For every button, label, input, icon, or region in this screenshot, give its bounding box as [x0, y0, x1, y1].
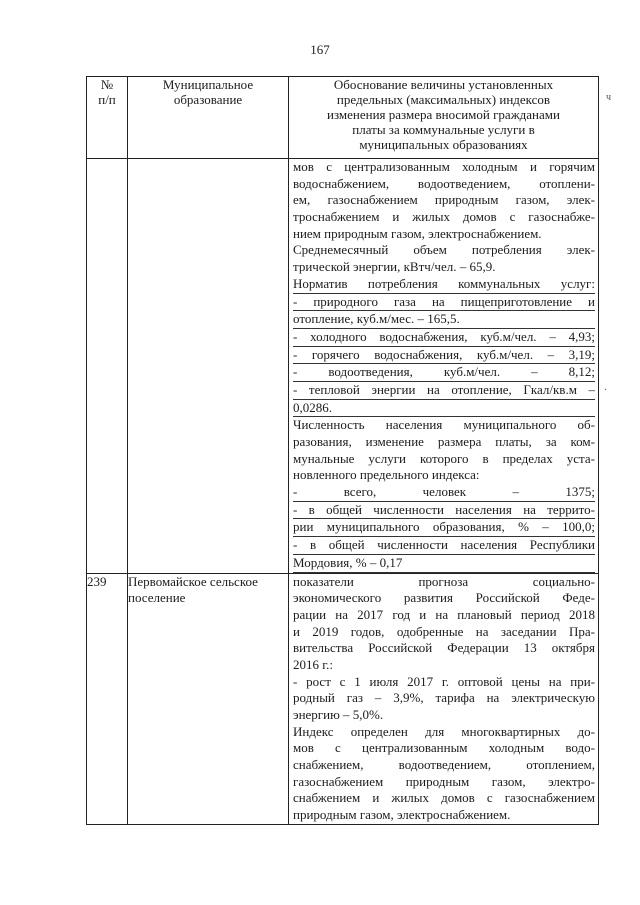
justification-line: Численность населения муниципального об-: [293, 417, 595, 433]
justification-line: - природного газа на пищеприготовление и: [293, 294, 595, 312]
justification-line: показатели прогноза социально-: [293, 573, 595, 589]
justification-line: троснабжением и жилых домов с газоснабже-: [293, 209, 595, 225]
justification-line: природным газом, электроснабжением.: [293, 807, 511, 823]
header-line: Муниципальное: [162, 77, 254, 92]
justification-line: Среднемесячный объем потребления элек-: [293, 242, 595, 258]
justification-line: разования, изменение размера платы, за ком-: [293, 434, 595, 449]
row-number: 239: [87, 573, 128, 824]
header-line: муниципальных образованиях: [359, 137, 528, 152]
justification-line: 2016 г.:: [293, 656, 333, 672]
justification-line: новленного предельного индекса:: [293, 467, 480, 483]
page-number: 167: [310, 42, 330, 57]
table-row: [87, 573, 599, 824]
justification-line: вительства Российской Федерации 13 октября: [293, 640, 595, 656]
justification-line: и 2019 годов, одобренные на заседании Пра-: [293, 623, 595, 639]
municipality-line: Первомайское сельское: [128, 573, 258, 589]
justification-line: - всего, человек – 1375;: [293, 484, 595, 502]
justification-line: - в общей численности населения на террито-: [293, 502, 595, 520]
justification-line: трической энергии, кВтч/чел. – 65,9.: [293, 259, 496, 275]
header-line: предельных (максимальных) индексов: [336, 92, 551, 107]
justification-line: - тепловой энергии на отопление, Гкал/кв.м –: [293, 382, 595, 400]
header-number: [87, 77, 128, 159]
header-municipality: [128, 77, 289, 159]
justification-line: снабжением и жилых домов с газоснабжением: [293, 790, 595, 806]
table-header-row: [87, 77, 599, 159]
row-number: [87, 159, 128, 574]
justification-line: 0,0286.: [293, 400, 595, 418]
header-justification: [289, 77, 599, 159]
header-line: платы за коммунальные услуги в: [352, 122, 535, 137]
justification-line: рации на 2017 год и на плановый период 2018: [293, 606, 595, 622]
row-municipality: [128, 159, 289, 574]
header-line: №: [100, 77, 114, 92]
justification-line: энергию – 5,0%.: [293, 707, 384, 722]
scan-mark: ч: [606, 92, 612, 103]
header-line: Обоснование величины установленных: [333, 77, 554, 92]
row-municipality: [128, 573, 289, 824]
header-line: изменения размера вносимой гражданами: [327, 107, 560, 122]
justification-line: снабжением, водоотведением, отоплением,: [293, 757, 595, 773]
justification-line: - в общей численности населения Республики: [293, 537, 595, 555]
scan-mark: ·: [604, 385, 608, 396]
justification-line: ем, газоснабжением природным газом, элек-: [293, 192, 595, 208]
justification-line: - холодного водоснабжения, куб.м/чел. – 4,93;: [293, 329, 595, 347]
justification-line: рии муниципального образования, % – 100,0;: [293, 519, 595, 537]
justification-line: родный газ – 3,9%, тарифа на электрическую: [293, 690, 595, 706]
municipality-line: поселение: [128, 590, 186, 605]
justification-line: Индекс определен для многоквартирных до-: [293, 723, 595, 739]
justification-line: - водоотведения, куб.м/чел. – 8,12;: [293, 364, 595, 382]
justification-line: мов с централизованным холодным водо-: [293, 740, 595, 756]
justification-line: Норматив потребления коммунальных услуг:: [293, 276, 595, 294]
row-justification: [289, 573, 599, 824]
row-justification: [289, 159, 599, 574]
table-row: [87, 159, 599, 574]
justification-line: - горячего водоснабжения, куб.м/чел. – 3,19;: [293, 347, 595, 365]
justification-line: Мордовия, % – 0,17: [293, 555, 595, 573]
indices-table: [86, 76, 599, 825]
header-line: образование: [173, 92, 243, 107]
justification-line: нием природным газом, электроснабжением.: [293, 225, 542, 241]
justification-line: водоснабжением, водоотведением, отоплени-: [293, 175, 595, 191]
justification-line: - рост с 1 июля 2017 г. оптовой цены на при-: [293, 673, 595, 689]
justification-line: мунальные услуги которого в пределах уста-: [293, 450, 595, 466]
justification-line: экономического развития Российской Феде-: [293, 590, 595, 606]
justification-line: мов с централизованным холодным и горячим: [293, 159, 595, 174]
justification-line: газоснабжением природным газом, электро-: [293, 773, 595, 789]
header-line: п/п: [98, 92, 116, 107]
justification-line: отопление, куб.м/мес. – 165,5.: [293, 311, 595, 329]
